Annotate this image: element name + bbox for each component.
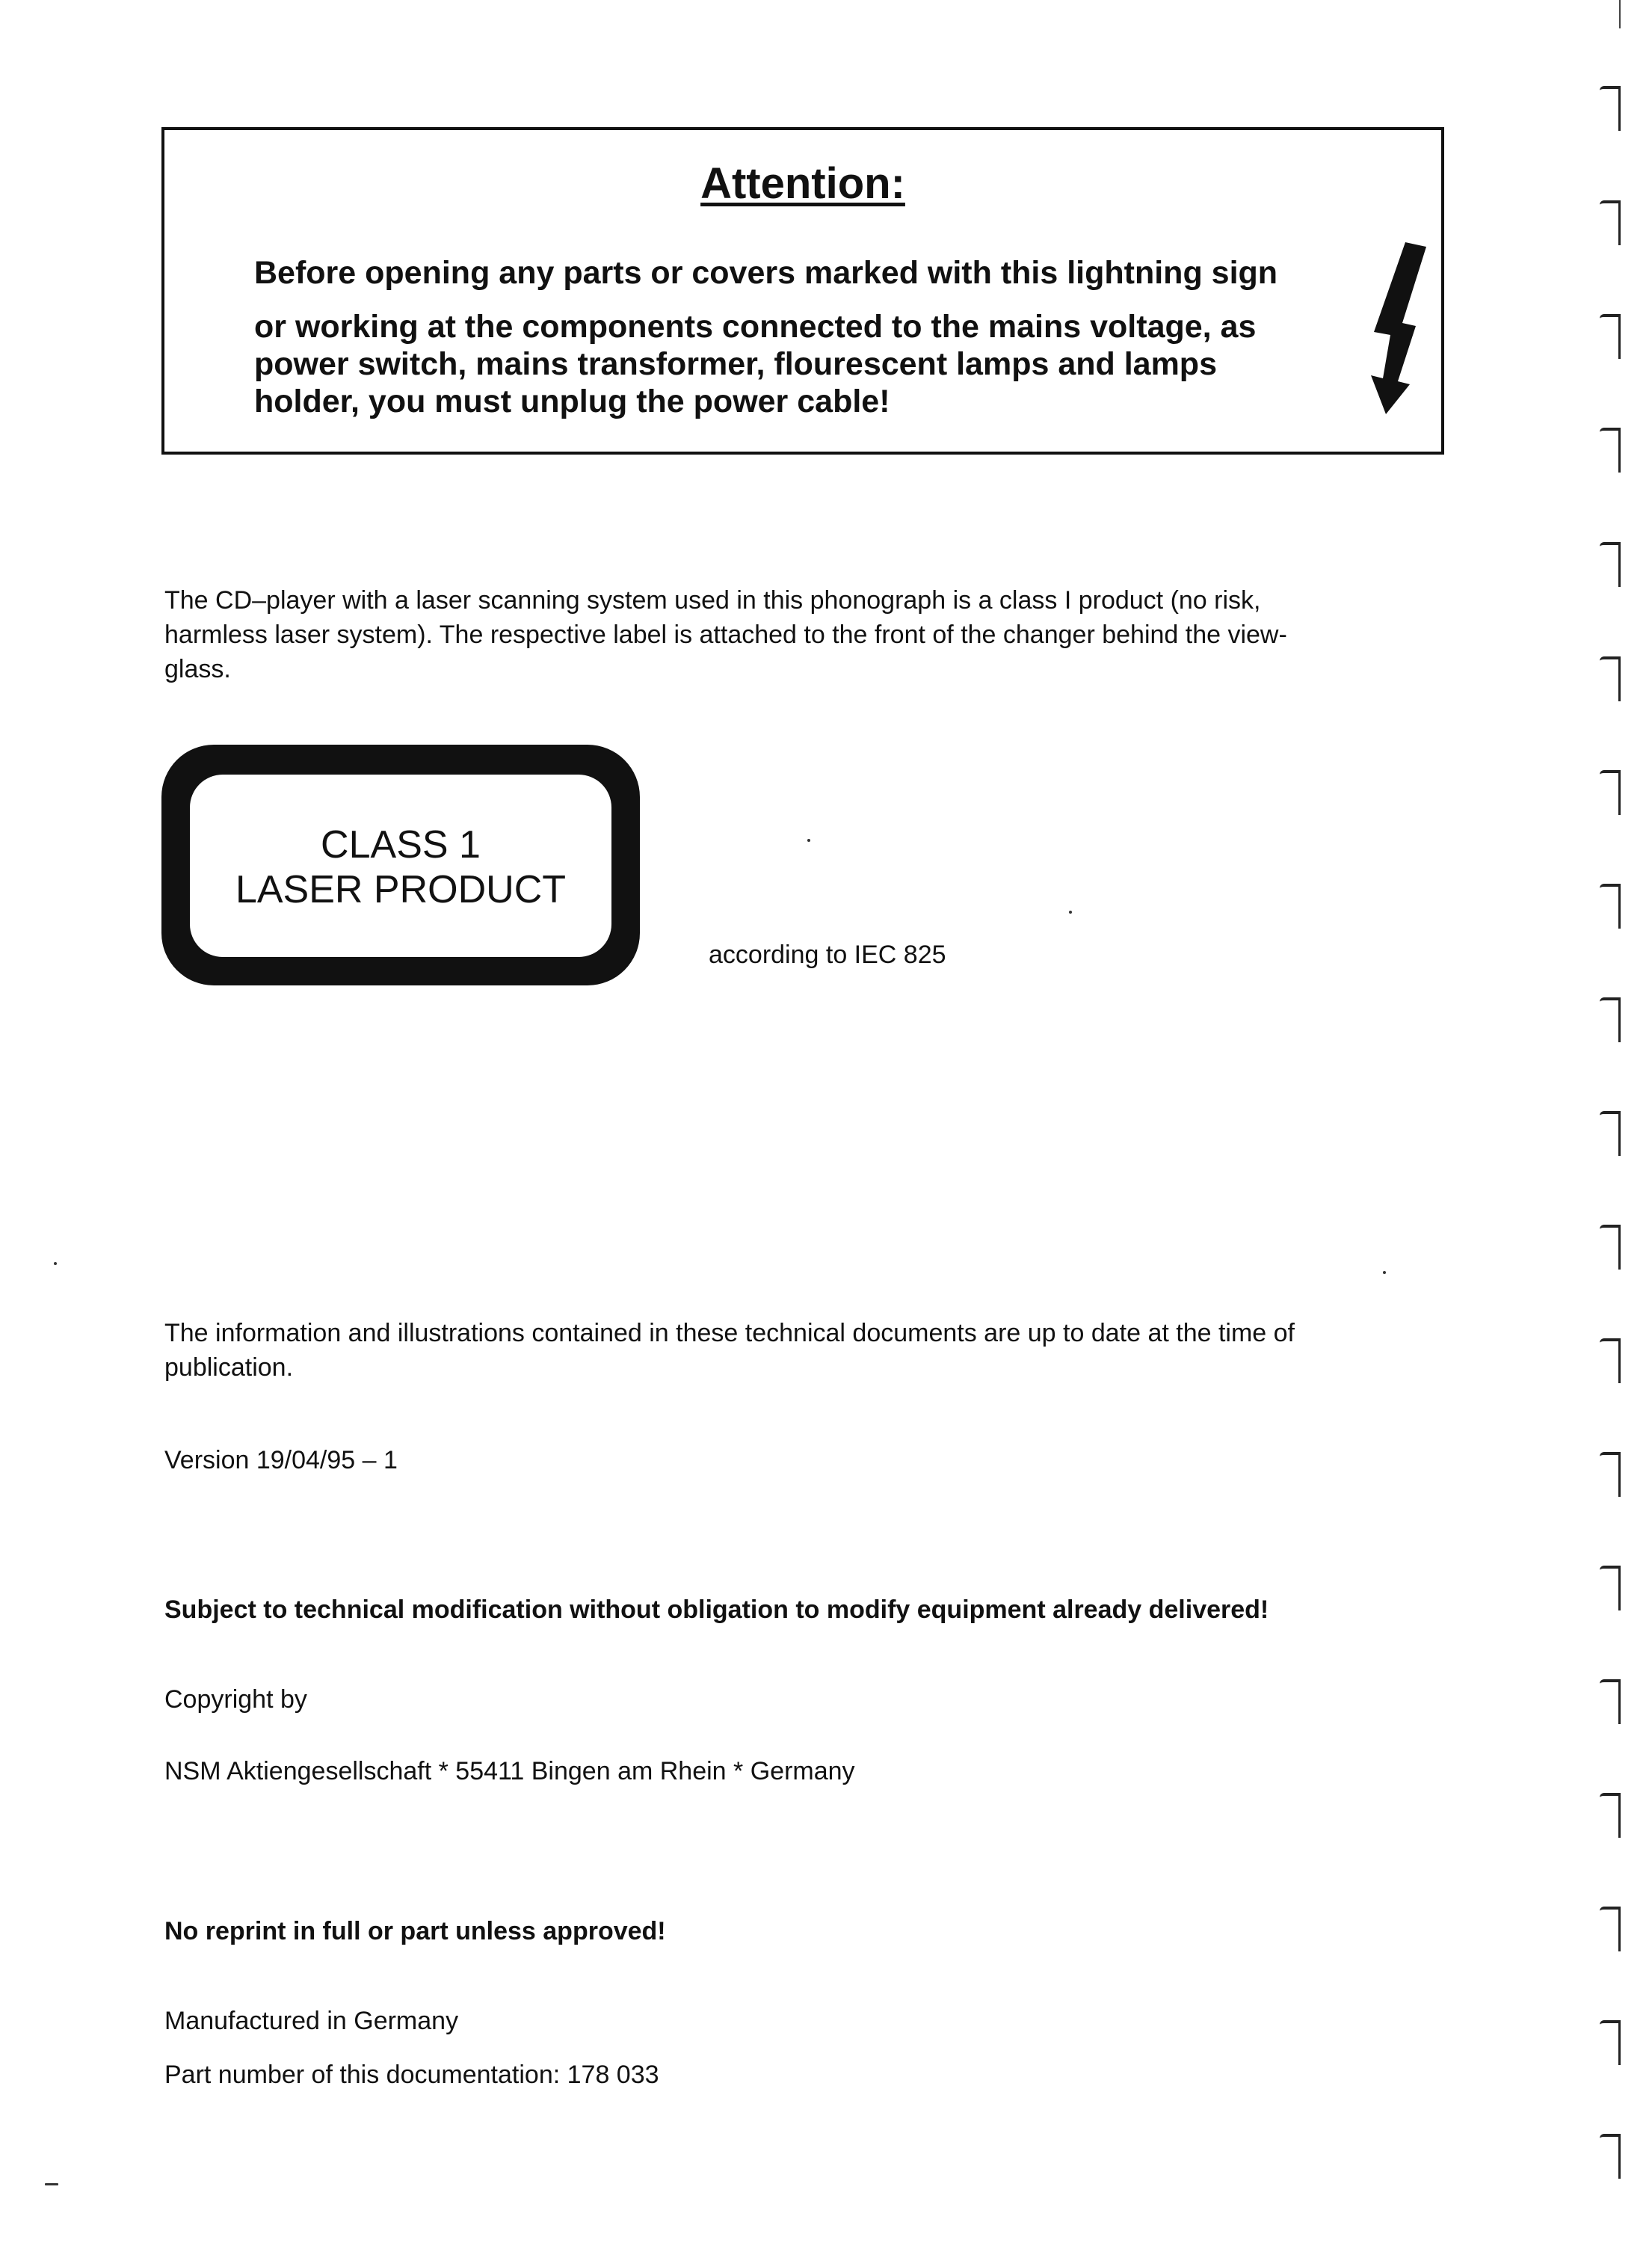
manufactured-text: Manufactured in Germany	[164, 2007, 459, 2035]
scan-speck	[54, 1262, 57, 1265]
binder-tick	[1600, 770, 1621, 815]
reprint-notice: No reprint in full or part unless approved!	[164, 1917, 666, 1945]
attention-line: power switch, mains transformer, flourescent lamps and lamps	[254, 346, 1217, 382]
binder-tick	[1600, 2020, 1621, 2065]
page-edge-mark	[1619, 0, 1621, 28]
laser-class-label	[161, 745, 640, 985]
laser-notice-line: The CD–player with a laser scanning system used in this phonograph is a class I product (no risk,	[164, 586, 1261, 615]
binder-tick	[1600, 1338, 1621, 1383]
attention-line: holder, you must unplug the power cable!	[254, 384, 890, 419]
attention-title: Attention:	[700, 159, 905, 208]
version-text: Version 19/04/95 – 1	[164, 1446, 398, 1474]
scan-speck	[1069, 911, 1072, 914]
info-line: publication.	[164, 1353, 294, 1382]
scan-speck	[807, 839, 810, 842]
laser-class-text: CLASS 1	[321, 823, 481, 867]
binder-tick	[1600, 1907, 1621, 1951]
binder-tick	[1600, 1452, 1621, 1497]
laser-label-panel	[190, 775, 611, 957]
lightning-bolt-icon	[1363, 242, 1426, 414]
attention-line: or working at the components connected to the mains voltage, as	[254, 309, 1257, 345]
binder-tick	[1600, 1793, 1621, 1838]
laser-product-text: LASER PRODUCT	[235, 868, 567, 911]
binder-tick	[1600, 428, 1621, 473]
attention-box	[161, 127, 1444, 455]
info-line: The information and illustrations contained in these technical documents are up to date at the time of	[164, 1319, 1295, 1347]
binder-tick	[1600, 314, 1621, 359]
laser-notice-line: glass.	[164, 655, 231, 683]
copyright-text: Copyright by	[164, 1685, 307, 1714]
attention-line: Before opening any parts or covers marked with this lightning sign	[254, 255, 1278, 291]
binder-tick	[1600, 2134, 1621, 2179]
laser-notice-line: harmless laser system). The respective label is attached to the front of the changer behind the view-	[164, 621, 1287, 649]
binder-tick	[1600, 1566, 1621, 1610]
binder-tick	[1600, 542, 1621, 587]
iec-standard-note: according to IEC 825	[709, 941, 946, 969]
scan-speck	[1383, 1271, 1386, 1274]
company-address: NSM Aktiengesellschaft * 55411 Bingen am Rhein * Germany	[164, 1757, 855, 1785]
binder-tick	[1600, 86, 1621, 131]
part-number-text: Part number of this documentation: 178 033	[164, 2061, 659, 2089]
binder-tick	[1600, 1679, 1621, 1724]
binder-tick	[1600, 1111, 1621, 1156]
binder-tick	[1600, 1225, 1621, 1270]
binder-tick	[1600, 884, 1621, 929]
binder-tick	[1600, 997, 1621, 1042]
modification-notice: Subject to technical modification without obligation to modify equipment already delivered!	[164, 1596, 1269, 1624]
binder-tick	[1600, 656, 1621, 701]
binder-tick	[1600, 200, 1621, 245]
scan-speck	[45, 2183, 58, 2185]
